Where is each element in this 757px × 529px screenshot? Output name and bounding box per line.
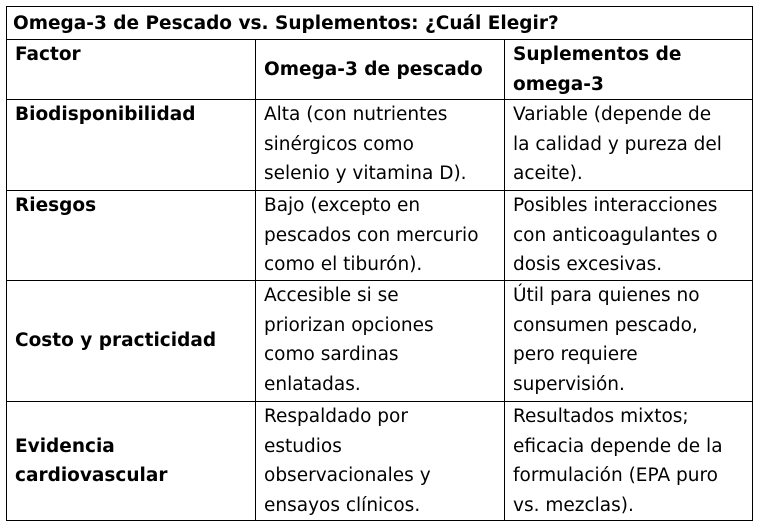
cell-line: dosis excesivas. <box>513 254 663 276</box>
supplements-cell <box>505 280 753 401</box>
cell-line: pero requiere <box>513 344 638 366</box>
cell-line: Resultados mixtos; <box>513 405 689 427</box>
cell-line: sinérgicos como <box>264 133 414 155</box>
table-row <box>7 100 753 191</box>
header-row <box>7 40 753 100</box>
cell-line: observacionales y <box>264 465 431 487</box>
comparison-table <box>6 6 753 521</box>
cell-line: Alta (con nutrientes <box>264 104 448 126</box>
comparison-table-wrapper <box>6 6 753 521</box>
factor-cell <box>7 401 256 520</box>
cell-line: consumen pescado, <box>513 314 698 336</box>
cell-line: Respaldado por <box>264 405 408 427</box>
cell-line: Accesible si se <box>264 284 399 306</box>
cell-line: pescados con mercurio <box>264 224 479 246</box>
cell-line: formulación (EPA puro <box>513 465 718 487</box>
table-row <box>7 191 753 281</box>
table-row <box>7 401 753 520</box>
cell-line: priorizan opciones <box>264 314 434 336</box>
supplements-cell <box>505 100 753 191</box>
fish-cell <box>256 191 505 281</box>
fish-cell <box>256 100 505 191</box>
factor-cell <box>7 100 256 191</box>
fish-cell <box>256 401 505 520</box>
cell-line: con anticoagulantes o <box>513 224 718 246</box>
header-fish-omega3: Omega-3 de pescado <box>256 40 505 100</box>
table-row <box>7 280 753 401</box>
cell-line: como el tiburón). <box>264 254 423 276</box>
cell-line: Biodisponibilidad <box>15 104 196 126</box>
cell-line: como sardinas <box>264 344 399 366</box>
cell-line: Costo y practicidad <box>15 330 217 352</box>
cell-line: eficacia depende de la <box>513 435 723 457</box>
cell-line: Evidencia <box>15 435 115 457</box>
cell-line: ensayos clínicos. <box>264 494 421 516</box>
cell-line: aceite). <box>513 163 583 185</box>
supplements-cell <box>505 401 753 520</box>
cell-line: Riesgos <box>15 195 97 217</box>
cell-line: vs. mezclas). <box>513 494 634 516</box>
cell-line: Variable (depende de <box>513 104 712 126</box>
cell-line: cardiovascular <box>15 465 168 487</box>
cell-line: estudios <box>264 435 342 457</box>
header-factor: Factor <box>7 40 256 100</box>
header-supplements-line: Suplementos de <box>513 44 682 65</box>
cell-line: Útil para quienes no <box>513 284 700 306</box>
title-row <box>7 7 753 40</box>
cell-line: Posibles interacciones <box>513 195 718 217</box>
cell-line: selenio y vitamina D). <box>264 163 467 185</box>
cell-line: Bajo (excepto en <box>264 195 421 217</box>
cell-line: la calidad y pureza del <box>513 133 722 155</box>
supplements-cell <box>505 191 753 281</box>
table-title: Omega-3 de Pescado vs. Suplementos: ¿Cuál Elegir? <box>7 7 753 40</box>
cell-line: supervisión. <box>513 373 625 395</box>
fish-cell <box>256 280 505 401</box>
cell-line: enlatadas. <box>264 373 361 395</box>
header-supplements-line: omega-3 <box>513 73 604 95</box>
factor-cell <box>7 191 256 281</box>
header-supplements <box>505 40 753 100</box>
factor-cell <box>7 280 256 401</box>
